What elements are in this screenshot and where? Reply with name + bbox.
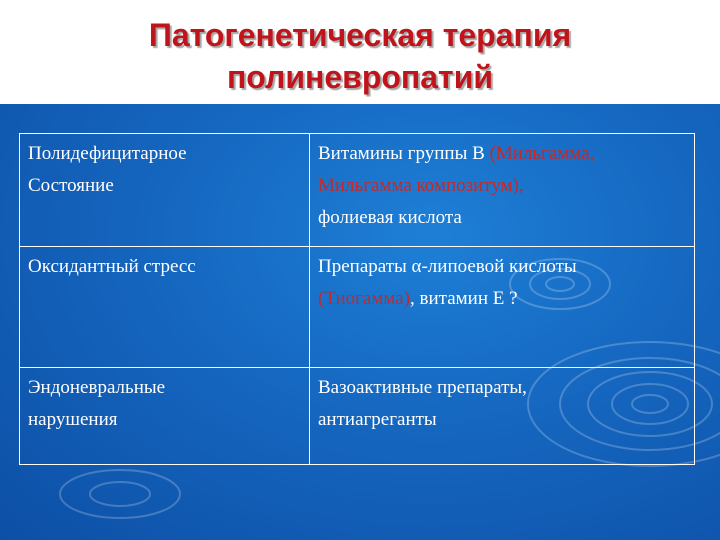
drug-name: (Тиогамма) <box>318 288 411 309</box>
drug-name: Мильгамма композитум), <box>318 175 524 196</box>
therapy-text: Препараты α-липоевой кислоты <box>318 256 577 277</box>
therapy-cell <box>310 247 695 368</box>
condition-text: Эндоневральные <box>28 377 166 398</box>
therapy-table <box>19 133 695 465</box>
slide-body <box>0 104 720 540</box>
condition-cell <box>20 247 310 368</box>
therapy-line <box>318 283 686 315</box>
therapy-text: антиагреганты <box>318 409 437 430</box>
condition-text: нарушения <box>28 409 118 430</box>
therapy-text: фолиевая кислота <box>318 207 462 228</box>
condition-cell <box>20 134 310 247</box>
table-row <box>20 134 695 247</box>
therapy-text: Вазоактивные препараты, <box>318 377 527 398</box>
therapy-text: , витамин Е ? <box>410 288 518 309</box>
slide-title <box>0 14 720 98</box>
condition-text: Оксидантный стресс <box>28 256 196 277</box>
therapy-text: Витамины группы В <box>318 143 490 164</box>
condition-text: Состояние <box>28 175 114 196</box>
slide-header <box>0 0 720 104</box>
slide-title-line-2: полиневропатий <box>226 59 494 95</box>
slide-title-line-1: Патогенетическая терапия <box>148 17 572 53</box>
drug-name: (Мильгамма, <box>489 143 595 164</box>
condition-cell <box>20 368 310 465</box>
table-row <box>20 247 695 368</box>
therapy-line <box>318 138 686 170</box>
therapy-cell <box>310 368 695 465</box>
therapy-cell <box>310 134 695 247</box>
table-row <box>20 368 695 465</box>
condition-text: Полидефицитарное <box>28 143 187 164</box>
